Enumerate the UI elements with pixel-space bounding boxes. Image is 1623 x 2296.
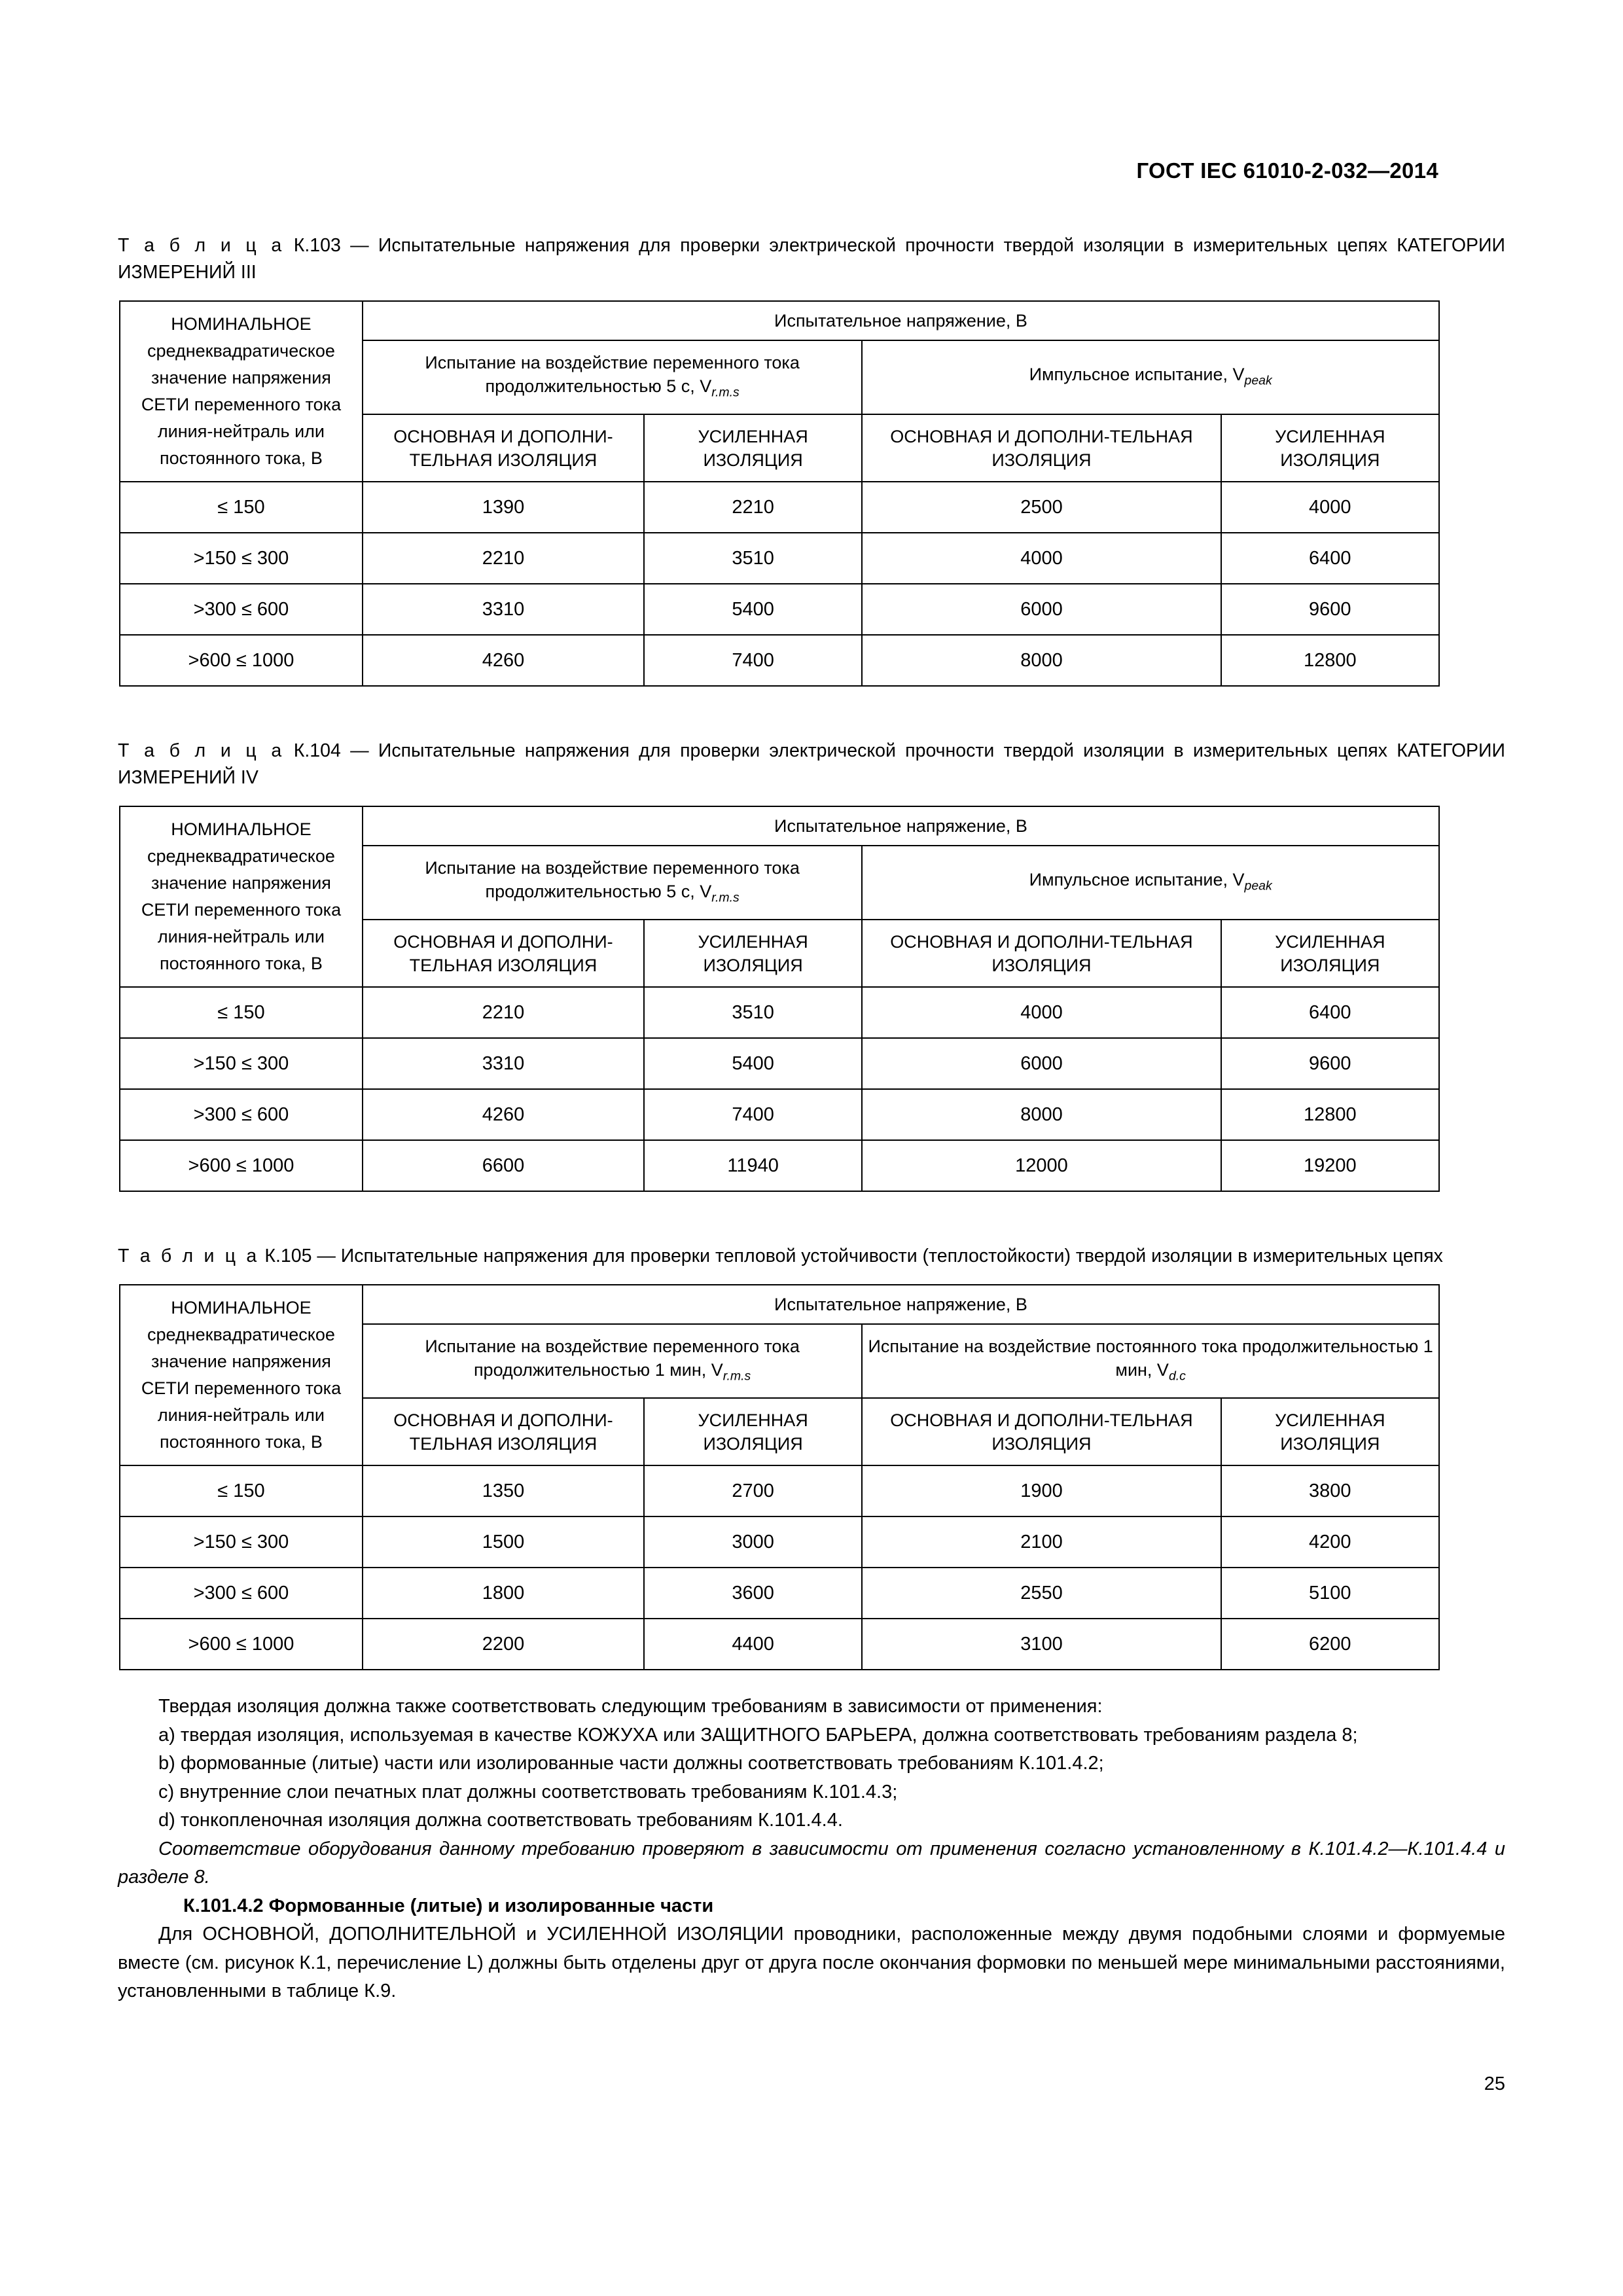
row-header-k105: НОМИНАЛЬНОЕ среднеквадратическое значение напряжения СЕТИ переменного тока линия-нейтраль или постоянного тока, В (120, 1285, 363, 1465)
table-row (120, 482, 1439, 533)
cell-value: 4260 (363, 635, 644, 686)
cell-voltage: >600 ≤ 1000 (120, 1619, 363, 1670)
cell-voltage: >150 ≤ 300 (120, 1516, 363, 1568)
caption-text-k104: — Испытательные напряжения для проверки электрической прочности твердой изоляции в измерительных цепях КАТЕГОРИИ ИЗМЕРЕНИЙ IV (118, 740, 1506, 788)
list-item-d: d) тонкопленочная изоляция должна соответствовать требованиям К.101.4.4. (158, 1810, 843, 1831)
span-header-k105: Испытательное напряжение, В (363, 1285, 1439, 1324)
table-row-header-top (120, 1285, 1439, 1324)
group-right-subscript-k103: peak (1244, 373, 1272, 388)
table-row (120, 635, 1439, 686)
cell-value: 2500 (862, 482, 1221, 533)
cell-voltage: >150 ≤ 300 (120, 1038, 363, 1089)
cell-value: 6600 (363, 1140, 644, 1191)
cell-value: 19200 (1221, 1140, 1439, 1191)
group-header-left-k104 (363, 846, 862, 920)
table-row (120, 1465, 1439, 1516)
cell-value: 3600 (644, 1568, 862, 1619)
group-header-right-k103 (862, 340, 1439, 415)
table-row (120, 1038, 1439, 1089)
caption-label-k103: Т а б л и ц а (118, 235, 285, 256)
table-caption-k105 (118, 1243, 1505, 1270)
row-header-k104: НОМИНАЛЬНОЕ среднеквадратическое значение напряжения СЕТИ переменного тока линия-нейтраль или постоянного тока, В (120, 806, 363, 987)
cell-value: 2210 (644, 482, 862, 533)
group-header-right-k105 (862, 1324, 1439, 1399)
group-left-text-k104: Испытание на воздействие переменного тока продолжительностью 5 с, V (425, 857, 800, 901)
group-right-text-k103: Импульсное испытание, V (1029, 364, 1245, 384)
caption-text-k105: — Испытательные напряжения для проверки тепловой устойчивости (теплостойкости) твердой изоляции в измерительных цепях (317, 1246, 1443, 1266)
cell-voltage: >300 ≤ 600 (120, 1089, 363, 1140)
cell-value: 4200 (1221, 1516, 1439, 1568)
cell-voltage: ≤ 150 (120, 987, 363, 1038)
cell-value: 6400 (1221, 987, 1439, 1038)
table-row (120, 1516, 1439, 1568)
sub-header-2-k103: УСИЛЕННАЯ ИЗОЛЯЦИЯ (644, 414, 862, 482)
group-left-text-k103: Испытание на воздействие переменного тока продолжительностью 5 с, V (425, 352, 800, 396)
cell-value: 6000 (862, 584, 1221, 635)
cell-voltage: ≤ 150 (120, 1465, 363, 1516)
group-left-subscript-k104: r.m.s (711, 890, 740, 905)
cell-voltage: >300 ≤ 600 (120, 1568, 363, 1619)
cell-value: 8000 (862, 635, 1221, 686)
caption-number-k105: К.105 (264, 1246, 312, 1266)
cell-value: 5400 (644, 1038, 862, 1089)
cell-value: 12000 (862, 1140, 1221, 1191)
sub-header-2-k104: УСИЛЕННАЯ ИЗОЛЯЦИЯ (644, 920, 862, 987)
sub-header-4-k104: УСИЛЕННАЯ ИЗОЛЯЦИЯ (1221, 920, 1439, 987)
sub-header-3-k103: ОСНОВНАЯ И ДОПОЛНИ-ТЕЛЬНАЯ ИЗОЛЯЦИЯ (862, 414, 1221, 482)
table-row (120, 533, 1439, 584)
table-k105 (119, 1284, 1440, 1670)
cell-value: 2100 (862, 1516, 1221, 1568)
cell-value: 2210 (363, 987, 644, 1038)
cell-voltage: >600 ≤ 1000 (120, 1140, 363, 1191)
cell-value: 4260 (363, 1089, 644, 1140)
list-item-a: a) твердая изоляция, используемая в качестве КОЖУХА или ЗАЩИТНОГО БАРЬЕРА, должна соответствовать требованиям раздела 8; (158, 1724, 1358, 1746)
cell-value: 4000 (1221, 482, 1439, 533)
table-caption-k104 (118, 738, 1505, 791)
group-left-text-k105: Испытание на воздействие переменного тока продолжительностью 1 мин, V (425, 1336, 800, 1380)
cell-value: 5400 (644, 584, 862, 635)
sub-header-3-k104: ОСНОВНАЯ И ДОПОЛНИ-ТЕЛЬНАЯ ИЗОЛЯЦИЯ (862, 920, 1221, 987)
table-row (120, 1089, 1439, 1140)
cell-value: 7400 (644, 635, 862, 686)
caption-label-k104: Т а б л и ц а (118, 740, 285, 761)
sub-header-1-k105: ОСНОВНАЯ И ДОПОЛНИ-ТЕЛЬНАЯ ИЗОЛЯЦИЯ (363, 1398, 644, 1465)
cell-voltage: >150 ≤ 300 (120, 533, 363, 584)
cell-value: 1500 (363, 1516, 644, 1568)
cell-voltage: ≤ 150 (120, 482, 363, 533)
sub-header-2-k105: УСИЛЕННАЯ ИЗОЛЯЦИЯ (644, 1398, 862, 1465)
list-item-b: b) формованные (литые) части или изолированные части должны соответствовать требованиям К.101.4.2; (158, 1753, 1104, 1774)
span-header-k104: Испытательное напряжение, В (363, 806, 1439, 846)
cell-value: 1800 (363, 1568, 644, 1619)
table-row-header-top (120, 301, 1439, 340)
sub-header-3-k105: ОСНОВНАЯ И ДОПОЛНИ-ТЕЛЬНАЯ ИЗОЛЯЦИЯ (862, 1398, 1221, 1465)
table-k103 (119, 300, 1440, 687)
cell-value: 6200 (1221, 1619, 1439, 1670)
group-right-subscript-k104: peak (1244, 878, 1272, 893)
list-item-c: c) внутренние слои печатных плат должны соответствовать требованиям К.101.4.3; (158, 1781, 898, 1803)
group-header-left-k105 (363, 1324, 862, 1399)
page-content (118, 232, 1505, 2006)
cell-value: 3800 (1221, 1465, 1439, 1516)
paragraph-compliance-note: Соответствие оборудования данному требованию проверяют в зависимости от применения согласно установленному в К.101.4.2—К.101.4.4 и разделе 8. (118, 1838, 1505, 1888)
group-left-subscript-k105: r.m.s (722, 1369, 751, 1384)
sub-header-4-k105: УСИЛЕННАЯ ИЗОЛЯЦИЯ (1221, 1398, 1439, 1465)
table-k104 (119, 806, 1440, 1192)
paragraph-intro: Твердая изоляция должна также соответствовать следующим требованиям в зависимости от применения: (158, 1696, 1103, 1717)
span-header-k103: Испытательное напряжение, В (363, 301, 1439, 340)
cell-value: 1390 (363, 482, 644, 533)
group-header-right-k104 (862, 846, 1439, 920)
page-number: 25 (1484, 2073, 1505, 2094)
cell-value: 4000 (862, 987, 1221, 1038)
cell-value: 3000 (644, 1516, 862, 1568)
section-heading-k101-4-2: К.101.4.2 Формованные (литые) и изолированные части (183, 1895, 714, 1916)
cell-value: 4000 (862, 533, 1221, 584)
cell-value: 2700 (644, 1465, 862, 1516)
sub-header-1-k104: ОСНОВНАЯ И ДОПОЛНИ-ТЕЛЬНАЯ ИЗОЛЯЦИЯ (363, 920, 644, 987)
spacer (118, 1192, 1505, 1243)
cell-value: 5100 (1221, 1568, 1439, 1619)
group-left-subscript-k103: r.m.s (711, 385, 740, 400)
cell-value: 9600 (1221, 1038, 1439, 1089)
table-row (120, 584, 1439, 635)
cell-value: 2210 (363, 533, 644, 584)
sub-header-4-k103: УСИЛЕННАЯ ИЗОЛЯЦИЯ (1221, 414, 1439, 482)
caption-text-k103: — Испытательные напряжения для проверки электрической прочности твердой изоляции в измерительных цепях КАТЕГОРИИ ИЗМЕРЕНИЙ III (118, 235, 1506, 283)
cell-value: 2200 (363, 1619, 644, 1670)
cell-value: 7400 (644, 1089, 862, 1140)
cell-value: 3310 (363, 1038, 644, 1089)
cell-value: 8000 (862, 1089, 1221, 1140)
cell-value: 9600 (1221, 584, 1439, 635)
cell-value: 1350 (363, 1465, 644, 1516)
spacer (118, 687, 1505, 738)
group-right-subscript-k105: d.c (1168, 1369, 1186, 1384)
cell-value: 3100 (862, 1619, 1221, 1670)
cell-voltage: >600 ≤ 1000 (120, 635, 363, 686)
cell-value: 2550 (862, 1568, 1221, 1619)
cell-value: 3510 (644, 987, 862, 1038)
cell-value: 11940 (644, 1140, 862, 1191)
group-right-text-k105: Испытание на воздействие постоянного тока продолжительностью 1 мин, V (868, 1336, 1433, 1380)
group-header-left-k103 (363, 340, 862, 415)
cell-value: 3310 (363, 584, 644, 635)
cell-value: 6400 (1221, 533, 1439, 584)
table-row-header-top (120, 806, 1439, 846)
caption-label-k105: Т а б л и ц а (118, 1246, 260, 1266)
cell-value: 3510 (644, 533, 862, 584)
body-text-block (118, 1693, 1505, 2006)
sub-header-1-k103: ОСНОВНАЯ И ДОПОЛНИ-ТЕЛЬНАЯ ИЗОЛЯЦИЯ (363, 414, 644, 482)
row-header-k103: НОМИНАЛЬНОЕ среднеквадратическое значение напряжения СЕТИ переменного тока линия-нейтраль или постоянного тока, В (120, 301, 363, 482)
cell-value: 4400 (644, 1619, 862, 1670)
cell-value: 6000 (862, 1038, 1221, 1089)
cell-value: 12800 (1221, 1089, 1439, 1140)
document-standard-header: ГОСТ IEC 61010-2-032—2014 (1136, 158, 1438, 183)
paragraph-section-body: Для ОСНОВНОЙ, ДОПОЛНИТЕЛЬНОЙ и УСИЛЕННОЙ ИЗОЛЯЦИИ проводники, расположенные между двумя подобными слоями и формуемые вместе (см. рисунок К.1, перечисление L) должны быть отделены друг от друга после окончания формовки по меньшей мере минимальными расстояниями, установленными в таблице К.9. (118, 1924, 1505, 2001)
table-caption-k103 (118, 232, 1505, 286)
table-row (120, 1568, 1439, 1619)
group-right-text-k104: Импульсное испытание, V (1029, 869, 1245, 889)
caption-number-k104: К.104 (293, 740, 341, 761)
cell-voltage: >300 ≤ 600 (120, 584, 363, 635)
table-row (120, 987, 1439, 1038)
caption-number-k103: К.103 (293, 235, 341, 256)
cell-value: 1900 (862, 1465, 1221, 1516)
table-row (120, 1140, 1439, 1191)
cell-value: 12800 (1221, 635, 1439, 686)
table-row (120, 1619, 1439, 1670)
